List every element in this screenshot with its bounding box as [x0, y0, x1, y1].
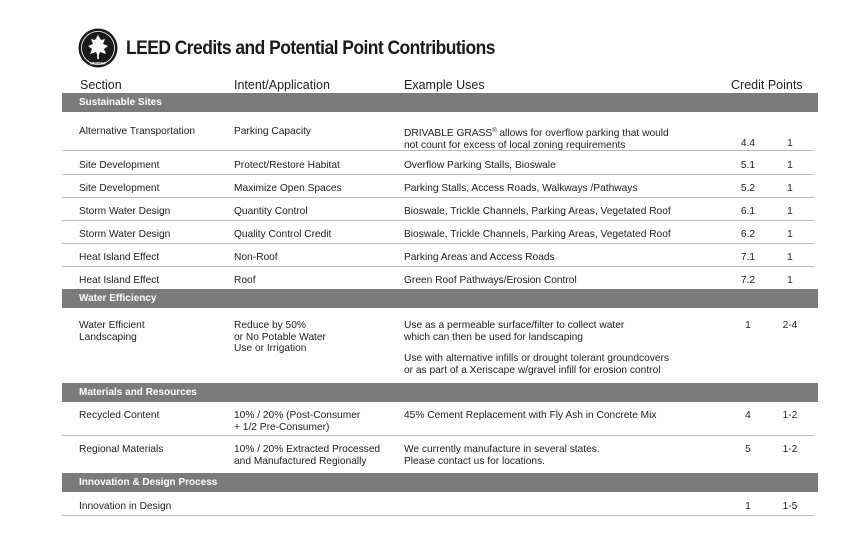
cell-example: Overflow Parking Stalls, Bioswale — [404, 160, 556, 171]
cell-section: Heat Island Effect — [79, 275, 160, 286]
logo-text: MEMBER — [90, 61, 106, 66]
cell-section: Regional Materials — [79, 444, 164, 455]
cell-points: 1-2 — [782, 444, 798, 455]
cell-intent: Protect/Restore Habitat — [234, 160, 340, 171]
table-row — [62, 221, 814, 244]
cell-intent: Quantity Control — [234, 206, 308, 217]
cell-example: 45% Cement Replacement with Fly Ash in Concrete Mix — [404, 410, 657, 421]
table-row — [62, 151, 814, 175]
cell-example: Bioswale, Trickle Channels, Parking Areas, Vegetated Roof — [404, 206, 671, 217]
cell-credit: 6.1 — [740, 206, 756, 217]
cell-intent: Maximize Open Spaces — [234, 183, 342, 194]
cell-credit: 4 — [745, 410, 751, 421]
table-row — [62, 112, 814, 151]
cell-credit: 5.2 — [740, 183, 756, 194]
cell-intent: 10% / 20% (Post-Consumer + 1/2 Pre-Consumer) — [234, 410, 361, 433]
table-row — [62, 492, 814, 516]
cell-intent: Roof — [234, 275, 256, 286]
table-row — [62, 198, 814, 221]
cell-points: 1-2 — [782, 410, 798, 421]
cell-example-extra: Use with alternative infills or drought tolerant groundcovers or as part of a Xeriscape w/gravel infill for erosion control — [404, 353, 670, 376]
cell-intent: Reduce by 50% or No Potable Water Use or Irrigation — [234, 320, 326, 354]
cell-example: Green Roof Pathways/Erosion Control — [404, 275, 577, 286]
group-band-innovation-design: Innovation & Design Process — [62, 473, 818, 492]
cell-points: 1-5 — [782, 501, 798, 512]
cell-credit: 6.2 — [740, 229, 756, 240]
column-header-example: Example Uses — [404, 78, 485, 92]
cell-points: 1 — [787, 160, 793, 171]
cell-credit: 5.1 — [740, 160, 756, 171]
cell-example: DRIVABLE GRASS® allows for overflow parking that would not count for excess of local zoning requirements — [404, 128, 669, 151]
table-row — [62, 308, 814, 382]
cell-intent: Non-Roof — [234, 252, 278, 263]
cell-points: 1 — [787, 183, 793, 194]
cell-points: 1 — [787, 229, 793, 240]
column-header-section: Section — [80, 78, 122, 92]
cell-points: 1 — [787, 252, 793, 263]
column-header-intent: Intent/Application — [234, 78, 330, 92]
cell-section: Alternative Transportation — [79, 126, 196, 137]
group-band-water-efficiency: Water Efficiency — [62, 289, 818, 308]
cell-intent: 10% / 20% Extracted Processed and Manufactured Regionally — [234, 444, 381, 467]
cell-points: 1 — [787, 275, 793, 286]
usgbc-member-logo — [78, 28, 118, 68]
cell-points: 2-4 — [782, 320, 798, 331]
cell-section: Water Efficient Landscaping — [79, 320, 145, 343]
cell-points: 1 — [787, 138, 793, 149]
cell-section: Heat Island Effect — [79, 252, 160, 263]
cell-credit: 7.2 — [740, 275, 756, 286]
cell-section: Storm Water Design — [79, 206, 171, 217]
cell-section: Storm Water Design — [79, 229, 171, 240]
cell-credit: 1 — [745, 320, 751, 331]
cell-example: Parking Areas and Access Roads — [404, 252, 555, 263]
brand-name: DRIVABLE GRASS — [404, 128, 493, 139]
cell-credit: 5 — [745, 444, 751, 455]
table-row — [62, 436, 814, 472]
registered-mark: ® — [492, 128, 497, 134]
cell-section: Site Development — [79, 183, 160, 194]
group-band-materials-resources: Materials and Resources — [62, 383, 818, 402]
column-header-credit-points: Credit Points — [731, 78, 803, 92]
cell-example: Parking Stalls, Access Roads, Walkways /Pathways — [404, 183, 638, 194]
page-title: LEED Credits and Potential Point Contributions — [126, 38, 495, 59]
cell-intent: Quality Control Credit — [234, 229, 332, 240]
table-row — [62, 175, 814, 198]
cell-credit: 4.4 — [740, 138, 756, 149]
cell-points: 1 — [787, 206, 793, 217]
table-row — [62, 267, 814, 288]
cell-example: Bioswale, Trickle Channels, Parking Areas, Vegetated Roof — [404, 229, 671, 240]
table-row — [62, 402, 814, 436]
cell-section: Site Development — [79, 160, 160, 171]
cell-section: Recycled Content — [79, 410, 160, 421]
cell-example: We currently manufacture in several states. Please contact us for locations. — [404, 444, 600, 467]
table-row — [62, 244, 814, 267]
cell-credit: 7.1 — [740, 252, 756, 263]
cell-intent: Parking Capacity — [234, 126, 312, 137]
cell-example: Use as a permeable surface/filter to collect water which can then be used for landscaping — [404, 320, 625, 343]
cell-section: Innovation in Design — [79, 501, 172, 512]
cell-credit: 1 — [745, 501, 751, 512]
group-band-sustainable-sites: Sustainable Sites — [62, 93, 818, 112]
